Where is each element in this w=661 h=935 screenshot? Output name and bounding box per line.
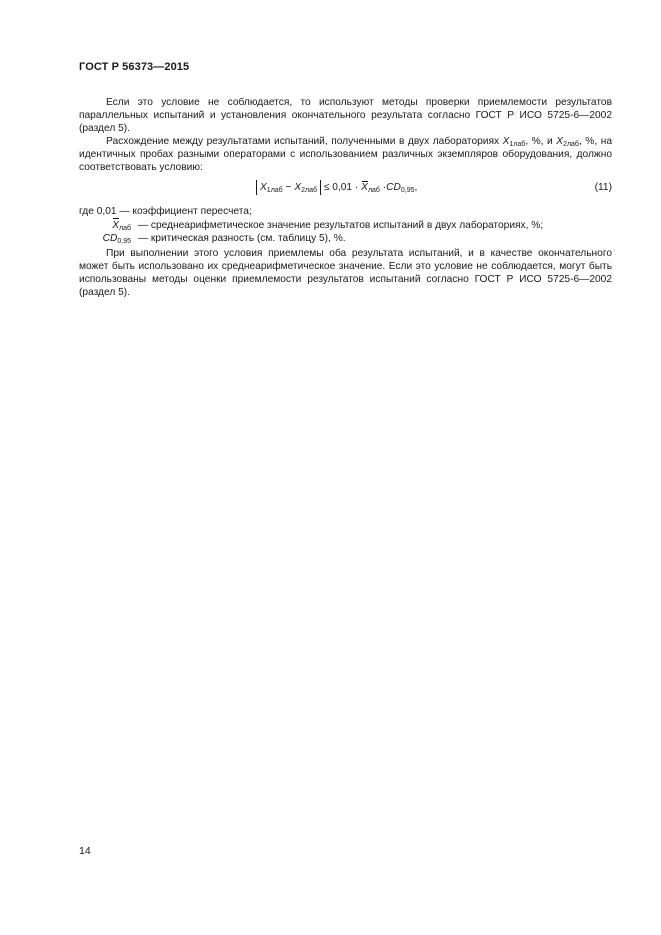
formula-xbar-sub: лаб <box>367 187 380 195</box>
p2-var-x2-sub: 2лаб <box>563 141 579 148</box>
definition-text-coefficient: — коэффициент пересчета; <box>116 206 252 217</box>
definition-mean <box>79 219 619 233</box>
formula-cd: CD <box>386 182 401 194</box>
definitions-list <box>79 205 619 246</box>
paragraph-condition-not-met: Если это условие не соблюдается, то используют методы проверки приемлемости результатов параллельных испытаний и установления окончательного результата согласно ГОСТ Р ИСО 5725-6—2002 (раздел 5). <box>79 97 612 134</box>
definition-text-cd: — критическая разность (см. таблицу 5), %. <box>135 233 346 244</box>
page-number: 14 <box>79 845 91 857</box>
p2-text-1: Расхождение между результатами испытаний, полученными в двух лабораториях <box>106 136 503 147</box>
definition-prefix: где <box>79 206 97 217</box>
definition-symbol-cd <box>79 232 135 246</box>
p2-var-x2: X <box>556 136 564 147</box>
p2-text-2: , %, и <box>525 136 557 147</box>
formula-cd-sub: 0,95 <box>400 187 415 195</box>
formula-minus: − <box>282 182 295 193</box>
definition-text-mean: — среднеарифметическое значение результатов испытаний в двух лабораториях, %; <box>135 219 544 231</box>
formula-11 <box>256 180 417 195</box>
formula-x2-sub: 2лаб <box>301 187 317 194</box>
definition-symbol-mean <box>79 219 135 233</box>
definition-symbol-coefficient: 0,01 <box>96 206 117 217</box>
formula-abs-value <box>256 180 321 195</box>
definition-mean-x: X <box>112 219 119 231</box>
p2-var-x1: X <box>502 136 510 147</box>
definition-mean-sub: лаб <box>119 224 131 232</box>
definition-coefficient <box>79 205 619 219</box>
formula-leq: ≤ 0,01 · <box>321 182 362 194</box>
formula-comma: , <box>414 182 418 194</box>
formula-x1-sub: 1лаб <box>266 187 283 194</box>
definition-cd-sub: 0,95 <box>117 238 131 245</box>
formula-number: (11) <box>594 182 612 193</box>
p2-text-3: , %, на идентичных пробах разными операторами с использованием различных экземпляров оборудования, должно соответствовать условию: <box>79 136 612 173</box>
formula-x1: X <box>260 182 267 193</box>
p2-var-x1-sub: 1лаб <box>509 141 526 148</box>
definition-cd: CD <box>102 233 118 244</box>
formula-dot: · <box>379 182 387 194</box>
definition-critical-difference <box>79 232 619 246</box>
formula-x2: X <box>294 182 302 193</box>
paragraph-acceptance: При выполнении этого условия приемлемы оба результата испытаний, и в качестве окончательного может быть использовано их среднеарифметическое значение. Если это условие не соблюдается, могут быть использованы методы оценки приемлемости результатов испытаний согласно ГОСТ Р ИСО 5725-6—2002 (раздел 5). <box>79 248 612 298</box>
paragraph-discrepancy <box>79 135 612 174</box>
document-header: ГОСТ Р 56373—2015 <box>79 61 190 73</box>
formula-xbar: X <box>361 182 368 194</box>
